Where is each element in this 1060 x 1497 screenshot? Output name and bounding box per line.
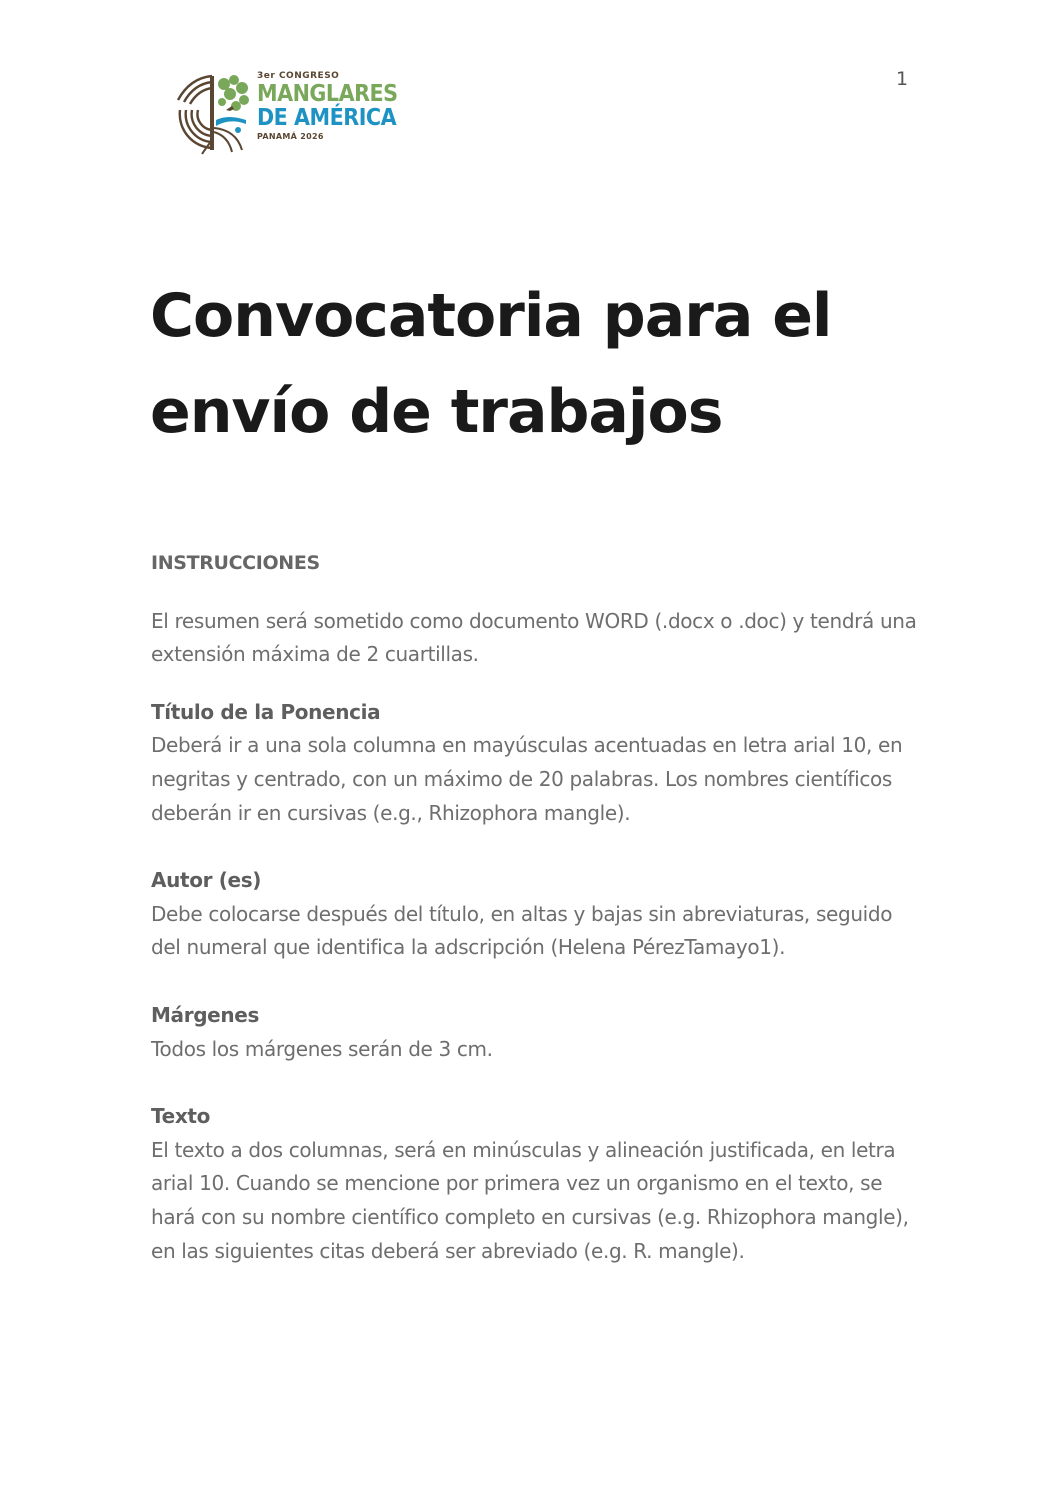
section-body: El texto a dos columnas, será en minúsculas y alineación justificada, en letra arial 10. Cuando se mencione por primera vez un organismo en el texto, se hará con su nombre científico completo en cursivas (e.g. Rhizophora mangle), en las siguientes citas deberá ser abreviado (e.g. R. mangle). xyxy=(151,1137,909,1263)
document-body xyxy=(151,547,921,1302)
section-heading: Título de la Ponencia xyxy=(151,699,381,724)
logo-congreso-text: 3er CONGRESO xyxy=(257,71,340,81)
page-title: Convocatoria para el envío de trabajos xyxy=(150,281,832,447)
congress-logo xyxy=(172,70,412,156)
section-body: Todos los márgenes serán de 3 cm. xyxy=(151,1036,493,1061)
page-number: 1 xyxy=(896,68,909,90)
section-texto xyxy=(151,1100,921,1268)
instructions-heading: INSTRUCCIONES xyxy=(151,552,320,574)
logo-panama-text: PANAMÁ 2026 xyxy=(257,132,324,141)
section-titulo xyxy=(151,696,921,830)
section-body: Deberá ir a una sola columna en mayúsculas acentuadas en letra arial 10, en negritas y centrado, con un máximo de 20 palabras. Los nombres científicos deberán ir en cursivas (e.g., Rhizophora mangle). xyxy=(151,733,903,825)
logo-manglares-text: MANGLARES xyxy=(257,81,398,107)
section-heading: Autor (es) xyxy=(151,868,262,893)
section-margenes xyxy=(151,999,921,1066)
section-autores xyxy=(151,864,921,965)
intro-paragraph: El resumen será sometido como documento WORD (.docx o .doc) y tendrá una extensión máxima de 2 cuartillas. xyxy=(151,608,917,667)
section-heading: Márgenes xyxy=(151,1002,260,1027)
section-body: Debe colocarse después del título, en altas y bajas sin abreviaturas, seguido del numeral que identifica la adscripción (Helena PérezTamayo1). xyxy=(151,901,893,960)
mangrove-emblem-icon xyxy=(172,70,254,156)
logo-america-text: DE AMÉRICA xyxy=(257,105,397,131)
section-heading: Texto xyxy=(151,1104,211,1129)
